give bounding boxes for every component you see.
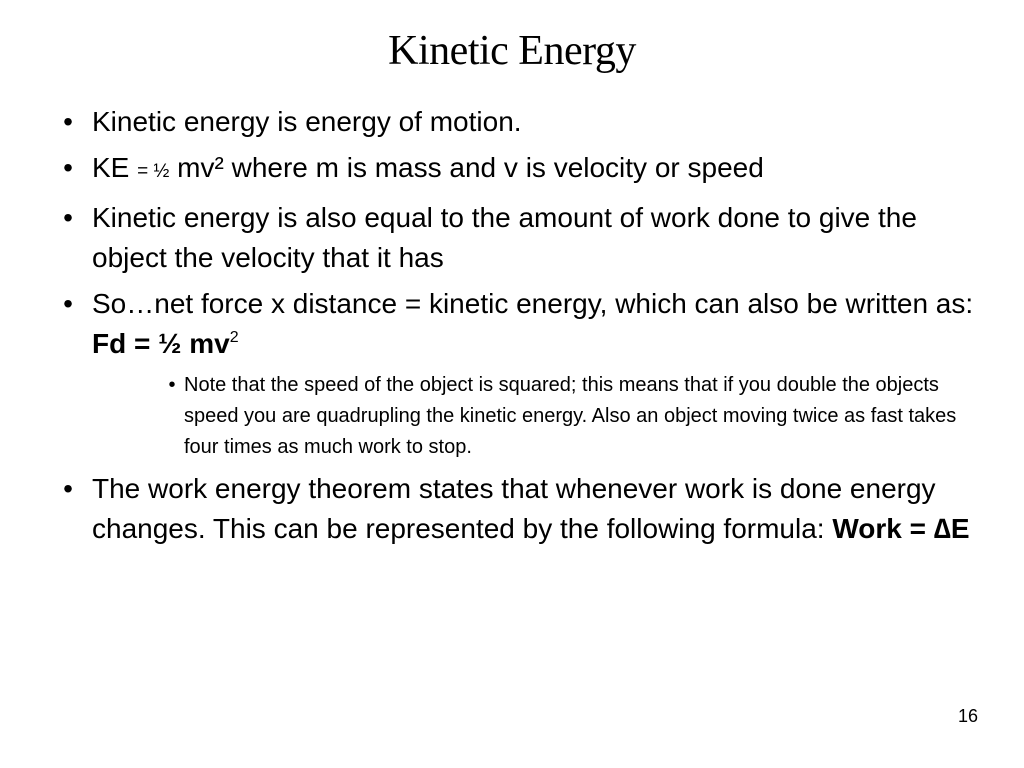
page-number: 16 xyxy=(957,706,978,726)
force-distance-formula: Fd = ½ mv xyxy=(92,328,230,359)
mv-label: mv xyxy=(169,152,215,183)
half-symbol: = ½ xyxy=(137,161,170,182)
bullet-marker: • xyxy=(63,288,73,319)
bullet-sentence: The work energy theorem states that whenever work is done energy changes. This can be represented by the following formula: xyxy=(92,473,936,544)
bullet-text: Kinetic energy is also equal to the amount of work done to give the object the velocity that it has xyxy=(92,202,917,273)
bullet-text: Kinetic energy is energy of motion. xyxy=(92,106,522,137)
bullet-text xyxy=(92,473,970,544)
bullet-text xyxy=(92,152,764,183)
work-label: Work = xyxy=(832,513,934,544)
slide-title: Kinetic Energy xyxy=(388,28,636,74)
sub-bullet-marker: • xyxy=(168,374,176,396)
bullet-item xyxy=(58,198,978,278)
bullet-marker: • xyxy=(63,202,73,233)
bullet-list xyxy=(58,102,978,555)
bullet-text xyxy=(92,288,973,359)
work-formula xyxy=(832,513,969,544)
bullet-marker: • xyxy=(63,473,73,504)
squared-symbol: ² xyxy=(214,152,224,183)
bullet-item xyxy=(58,284,978,364)
bullet-sentence: So…net force x distance = kinetic energy, which can also be written as: xyxy=(92,288,974,319)
bullet-item xyxy=(58,469,978,549)
delta-symbol: ∆ xyxy=(933,513,951,544)
sub-bullet-text: Note that the speed of the object is squared; this means that if you double the objects speed you are quadrupling the kinetic energy. Also an object moving twice as fast takes four times as much work to stop. xyxy=(184,374,957,458)
bullet-marker: • xyxy=(63,152,73,183)
sub-bullet-item xyxy=(166,370,978,463)
bullet-rest: where m is mass and v is velocity or speed xyxy=(223,152,764,183)
bullet-item xyxy=(58,102,978,142)
energy-symbol: E xyxy=(950,513,970,544)
formula-superscript: 2 xyxy=(229,329,239,346)
bullet-item xyxy=(58,148,978,192)
ke-label: KE xyxy=(92,152,138,183)
bullet-marker: • xyxy=(63,106,73,137)
